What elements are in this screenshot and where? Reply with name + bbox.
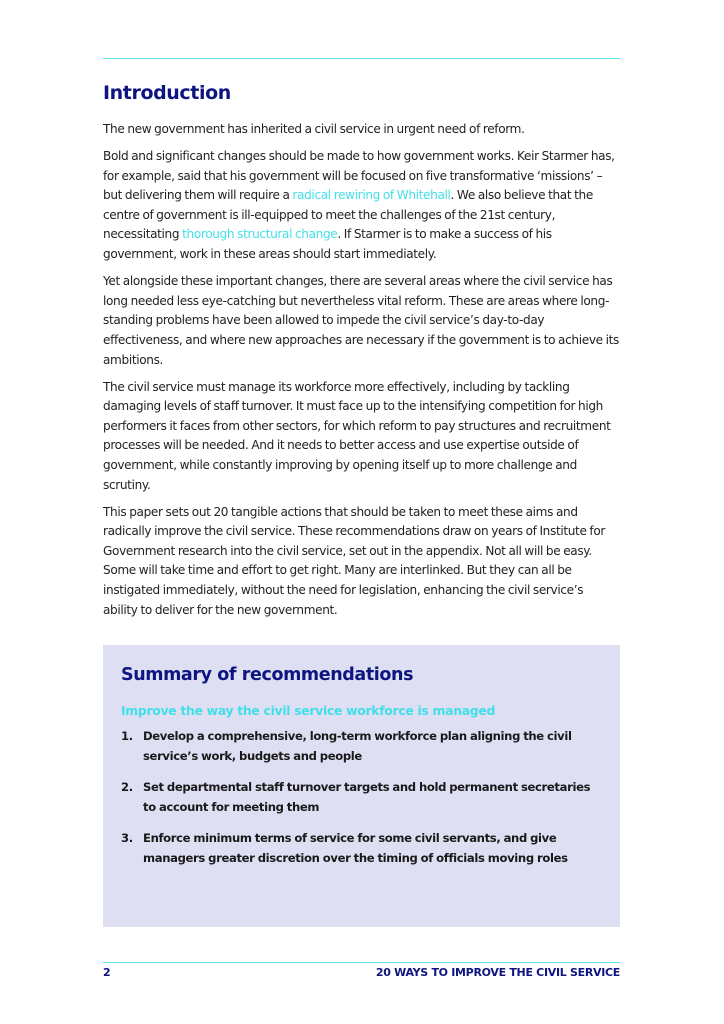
introduction-body	[103, 120, 620, 628]
recommendation-item	[121, 829, 601, 868]
paragraph-text: . We also believe that the centre of government is ill-equipped to meet the challenges of the 21st century, necessitating	[103, 188, 593, 242]
footer-divider	[103, 962, 620, 963]
intro-paragraph-4: The civil service must manage its workforce more effectively, including by tackling damaging levels of staff turnover. It must face up to the intensifying competition for high performers it faces from other sectors, for which reform to pay structures and recruitment processes will be needed. And it needs to better access and use expertise outside of government, while constantly improving by opening itself up to more challenge and scrutiny.	[103, 379, 611, 492]
page-title: Introduction	[103, 82, 231, 104]
recommendation-text: Enforce minimum terms of service for some civil servants, and give managers greater discretion over the timing of officials moving roles	[143, 831, 568, 865]
intro-paragraph-5: This paper sets out 20 tangible actions that should be taken to meet these aims and radically improve the civil service. These recommendations draw on years of Institute for Government research into the civil service, set out in the appendix. Not all will be easy. Some will take time and effort to get right. Many are interlinked. But they can all be instigated immediately, without the need for legislation, enhancing the civil service’s ability to deliver for the new government.	[103, 504, 606, 617]
intro-paragraph-3: Yet alongside these important changes, there are several areas where the civil service has long needed less eye-catching but nevertheless vital reform. These are areas where long-standing problems have been allowed to impede the civil service’s day-to-day effectiveness, and where new approaches are necessary if the government is to achieve its ambitions.	[103, 274, 619, 367]
summary-subheading: Improve the way the civil service workforce is managed	[121, 703, 496, 718]
recommendation-number: 1.	[121, 729, 133, 743]
footer-document-title: 20 WAYS TO IMPROVE THE CIVIL SERVICE	[375, 966, 620, 979]
paragraph-text: Bold and significant changes should be made to how government works. Keir Starmer has, for example, said that his government will be focused on five transformative ‘missions’ – but delivering them will require a	[103, 149, 615, 203]
document-page	[103, 0, 620, 1024]
summary-title: Summary of recommendations	[121, 665, 414, 685]
header-divider	[103, 58, 620, 59]
summary-of-recommendations-box	[103, 645, 620, 927]
recommendation-text: Set departmental staff turnover targets and hold permanent secretaries to account for meeting them	[143, 780, 591, 814]
link-radical-rewiring-of-whitehall[interactable]: radical rewiring of Whitehall	[292, 188, 451, 203]
recommendation-text: Develop a comprehensive, long-term workforce plan aligning the civil service’s work, budgets and people	[143, 729, 572, 763]
recommendation-item	[121, 778, 601, 817]
intro-paragraph-2	[103, 147, 620, 265]
recommendation-number: 3.	[121, 831, 133, 845]
recommendations-list	[121, 727, 601, 880]
paragraph-text: . If Starmer is to make a success of his government, work in these areas should start immediately.	[103, 227, 552, 262]
recommendation-number: 2.	[121, 780, 133, 794]
link-thorough-structural-change[interactable]: thorough structural change	[182, 227, 338, 242]
intro-paragraph-1: The new government has inherited a civil service in urgent need of reform.	[103, 122, 525, 136]
recommendation-item	[121, 727, 601, 766]
footer-page-number: 2	[103, 966, 111, 979]
